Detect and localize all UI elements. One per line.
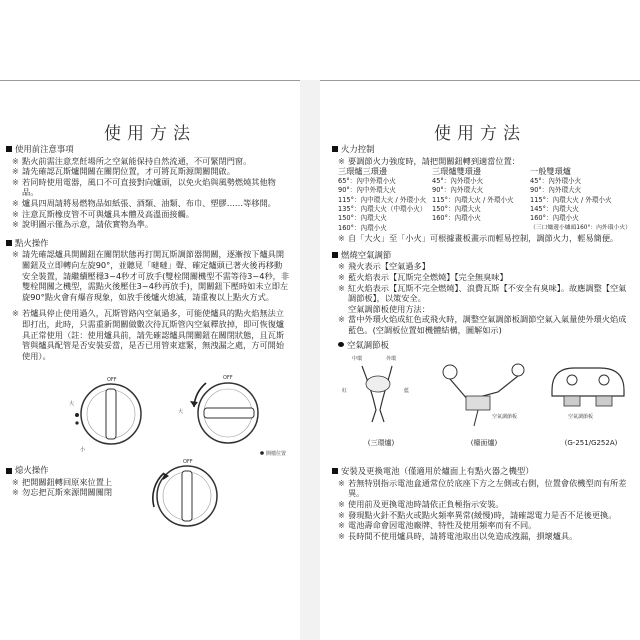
right-content [332, 141, 634, 541]
svg-text:藍: 藍 [404, 388, 410, 395]
ignition-para: ※ 請先確認爐具開關鈕在關閉狀態再打開瓦斯調節器開關，逐漸按下爐具開關鈕及立即轉向左旋90°，並聽見「噠噠」聲、確定爐頭已著火後再移動安全裝置，請繼續壓穩3~4秒才可放手(雙栓開關機型不需等待3~4秒，非雙栓開關之機型，需點火後壓住3~4秒再放手)，開關鈕下壓時如未立即左旋90°點火會有爆音現象，如放手後爐火熄滅，請重複以上點火方式。 [12, 249, 290, 302]
precaution-item: ※ 爐具四周請將易燃物品如紙張、酒類、油類、布巾、塑膠……等移開。 [12, 197, 276, 208]
svg-text:大: 大 [69, 401, 75, 408]
ignition-para: ※ 若爐具停止使用過久，瓦斯管路內空氣過多，可能使爐具的點火焰無法立即打出，此時，只需重新開關做數次待瓦斯管內空氣釋放掉，即可恢復爐具正常使用（註：使用爐具前，請先確認爐具開關鈕在關閉狀態，且瓦斯管與爐具配管是否安裝妥當，是否已用管束遮緊，無洩漏之處，方可開始使用）。 [12, 308, 285, 361]
square-bullet-icon [332, 146, 338, 152]
svg-text:大: 大 [178, 409, 184, 416]
air-adjust-para: 空氣調節板使用方法： [348, 303, 430, 314]
table-cell [432, 224, 530, 233]
precaution-item: ※ 注意瓦斯橡皮管不可與爐具本體及高溫面接觸。 [12, 208, 194, 219]
svg-text:中環: 中環 [352, 356, 363, 363]
table-cell: 45°：內外環小火 [530, 176, 582, 185]
svg-text:OFF: OFF [107, 377, 117, 384]
fire-control-table [332, 166, 634, 233]
figure-caption: (G-251/G252A) [564, 439, 618, 448]
table-cell: 90°：內中外環大火 [338, 186, 396, 195]
col-head: 三環爐三環邊 [338, 166, 388, 177]
table-cell: 135°：內環大火（中環小火） [338, 205, 427, 213]
table-cell: 150°：內環大火 [338, 214, 387, 223]
fire-control-heading: 火力控制 [332, 144, 634, 155]
extinguish-item: ※ 把開關鈕轉回原來位置上 [12, 476, 113, 487]
knob-turned-icon [176, 367, 286, 463]
table-cell: 65°：內中外環小火 [338, 176, 396, 185]
countertop-burner-figure-icon [428, 352, 548, 436]
fire-control-tail: ※ 自「大火」至「小火」可根據畫板畫示而輕易控制，調節火力，輕易簡便。 [338, 233, 619, 244]
table-cell: 150°：內環大火 [432, 205, 481, 213]
square-bullet-icon [332, 252, 338, 258]
air-adjust-item: ※ 飛火表示【空氣過多】 [338, 261, 430, 272]
left-page [0, 80, 300, 640]
air-plate-heading: 空氣調節板 [332, 340, 634, 351]
ignition-heading: 點火操作 [6, 238, 290, 249]
ignition-knob-figures [6, 363, 290, 463]
page-gutter [300, 80, 320, 640]
air-plate-figures [332, 352, 634, 452]
three-ring-burner-figure-icon [338, 352, 422, 436]
battery-item: ※ 長時間不使用爐具時，請將電池取出以免造成洩漏，損壞爐具。 [338, 530, 578, 541]
col-head: 一般雙環爐 [530, 166, 571, 177]
battery-item: ※ 電池壽命會因電池廠牌、特性及使用頻率而有不同。 [338, 520, 537, 531]
svg-text:OFF: OFF [223, 375, 233, 382]
svg-text:小: 小 [80, 447, 86, 454]
battery-item: ※ 發現點火針不點火或點火頻率異常(緩慢)時，請確認電力是否不足後更換。 [338, 509, 617, 520]
extinguish-item: ※ 勿忘把瓦斯來源開關關閉 [12, 487, 113, 498]
square-bullet-icon [6, 240, 12, 246]
svg-text:外環: 外環 [386, 356, 397, 363]
left-page-title: 使用方法 [104, 124, 196, 144]
table-cell: 115°：內環大火 / 外環小火 [530, 195, 612, 204]
table-cell: 90°：內外環大火 [530, 186, 582, 195]
air-adjust-heading: 燃燒空氣調節 [332, 250, 634, 261]
table-cell: 145°：內環大火 [530, 205, 579, 213]
table-cell: 115°：內環大火 / 外環小火 [432, 195, 514, 204]
fire-control-intro: ※ 要調節火力強度時，請把開關鈕轉到適當位置： [338, 155, 520, 166]
battery-item: ※ 若無特別指示電池盒通常位於底座下方之左側或右側，位置會依機型而有所差異。 [338, 477, 627, 499]
right-page-title: 使用方法 [434, 124, 526, 144]
table-cell: 160°：內環小火 [432, 214, 481, 223]
g251-burner-figure-icon [544, 356, 634, 436]
precaution-item: ※ 請先確認瓦斯爐開關在關閉位置，才可將瓦斯源開關開啟。 [12, 166, 235, 177]
left-content [6, 141, 290, 537]
table-cell: 115°：內中環大火 / 外環小火 [338, 195, 427, 204]
extinguish-heading: 熄火操作 [6, 465, 290, 476]
square-bullet-icon [6, 468, 12, 474]
table-cell: （三口爐邊小爐頭160°：內外環小火） [530, 224, 631, 231]
square-bullet-icon [332, 468, 338, 474]
precaution-item: ※ 點火前需注意烹飪場所之空氣能保持自然流通，不可緊閉門窗。 [12, 155, 252, 166]
table-cell: 160°：內環小火 [338, 223, 387, 232]
air-adjust-item: ※ 藍火焰表示【瓦斯完全燃燒】【完全無臭味】 [338, 272, 508, 282]
knob-off-icon [66, 369, 156, 459]
dot-bullet-icon [338, 342, 344, 347]
air-adjust-sub: ※ 當中外環火焰成紅色或飛火時，調整空氣調節板調節空氣入氣量使外環火焰成藍色。(空調板位置如機體結構，圖解如示) [338, 314, 627, 335]
table-cell: 45°：內外環小火 [432, 176, 484, 185]
table-cell: 90°：內外環大火 [432, 186, 484, 195]
table-cell: 160°：內環小火 [530, 214, 579, 223]
precautions-heading: 使用前注意事項 [6, 144, 290, 155]
svg-text:空氣調節板: 空氣調節板 [568, 414, 594, 421]
figure-caption: (三環爐) [367, 439, 395, 448]
svg-text:開檔位置: 開檔位置 [266, 451, 286, 458]
svg-text:空氣調節板: 空氣調節板 [492, 414, 518, 421]
precaution-item: ※ 若同時使用電器，風口不可直接對向爐頭，以免火焰與風勢燃燒其他物品。 [12, 176, 276, 198]
right-page [320, 80, 640, 640]
battery-item: ※ 使用前及更換電池時請依正負極指示安裝。 [338, 498, 504, 509]
air-adjust-item: ※ 紅火焰表示【瓦斯不完全燃燒】、浪費瓦斯【不安全有臭味】。故應調整【空氣調節板】，以策安全。 [338, 282, 627, 304]
battery-heading: 安裝及更換電池（僅適用於爐面上有點火器之機型） [332, 466, 634, 477]
knob-extinguish-icon [142, 451, 232, 541]
figure-caption: (檯面爐) [470, 439, 498, 448]
svg-text:OFF: OFF [183, 458, 193, 465]
svg-text:紅: 紅 [342, 388, 348, 395]
col-head: 三環爐雙環邊 [432, 166, 482, 177]
square-bullet-icon [6, 146, 12, 152]
precaution-item: ※ 說明圖示僅為示意，請依實物為準。 [12, 219, 154, 230]
